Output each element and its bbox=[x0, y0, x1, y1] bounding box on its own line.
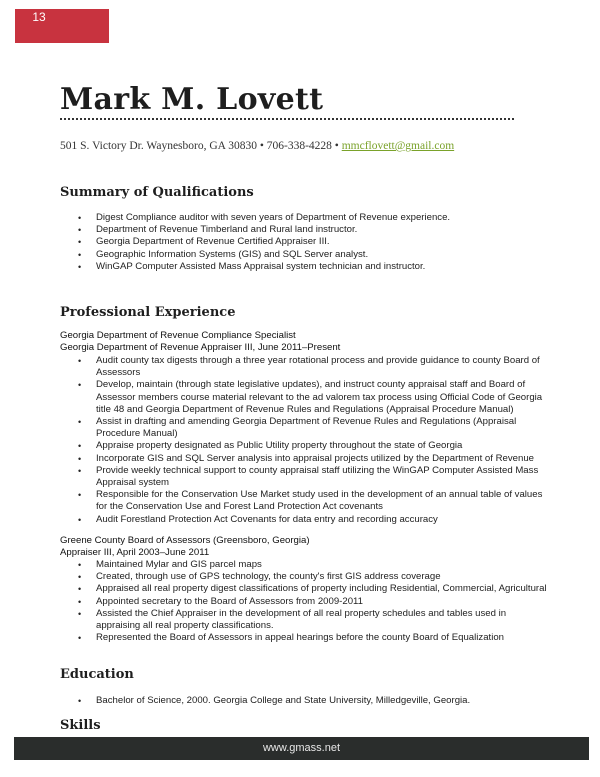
list-item: • Audit county tax digests through a three year rotational process and provide guidance to county Board of Assessors bbox=[78, 355, 548, 379]
list-item: • Digest Compliance auditor with seven years of Department of Revenue experience. bbox=[78, 212, 558, 224]
page-number: 13 bbox=[32, 10, 46, 24]
summary-heading: Summary of Qualifications bbox=[60, 185, 254, 200]
job-position-dates: Appraiser III, April 2003–June 2011 bbox=[60, 547, 210, 559]
list-item: • Assist in drafting and amending Georgia Department of Revenue Rules and Regulations (Appraisal Procedure Manual) bbox=[78, 416, 548, 440]
phone: 706-338-4228 bbox=[266, 140, 332, 152]
job-duties-list bbox=[78, 559, 548, 644]
list-item: • Geographic Information Systems (GIS) and SQL Server analyst. bbox=[78, 249, 558, 261]
list-item: • Responsible for the Conservation Use Market study used in the development of an annual table of values for the Conservation Use and Forest Land Protection Act covenants bbox=[78, 489, 548, 513]
list-item: • Assisted the Chief Appraiser in the development of all real property schedules and tables used in appraising all real property classifications. bbox=[78, 608, 548, 632]
list-item: • Maintained Mylar and GIS parcel maps bbox=[78, 559, 548, 571]
list-item: • Appraise property designated as Public Utility property throughout the state of Georgia bbox=[78, 440, 548, 452]
email-link[interactable]: mmcflovett@gmail.com bbox=[341, 140, 455, 152]
page-number-badge bbox=[15, 9, 109, 43]
separator: • bbox=[256, 140, 267, 152]
skills-heading: Skills bbox=[60, 718, 101, 733]
job-employer: Greene County Board of Assessors (Greensboro, Georgia) bbox=[60, 535, 310, 546]
job-position-dates: Georgia Department of Revenue Appraiser III, June 2011–Present bbox=[60, 342, 341, 354]
footer-bar bbox=[14, 737, 589, 760]
education-list bbox=[78, 695, 558, 707]
education-heading: Education bbox=[60, 667, 134, 682]
job-duties-list bbox=[78, 355, 548, 526]
experience-heading: Professional Experience bbox=[60, 305, 236, 320]
job-title bbox=[60, 330, 340, 354]
list-item: • Develop, maintain (through state legislative updates), and instruct county appraisal staff and Board of Assessor members course material relevant to the ad valorem tax process using Official Code of Georgia title 48 and Georgia Department of Revenue Rules and Regulations (Appraisal Procedure Manual) bbox=[78, 379, 548, 416]
candidate-name: Mark M. Lovett bbox=[60, 82, 324, 117]
job-employer: Georgia Department of Revenue Compliance Specialist bbox=[60, 330, 296, 341]
list-item: • Audit Forestland Protection Act Covenants for data entry and recording accuracy bbox=[78, 514, 548, 526]
job-title bbox=[60, 535, 310, 559]
list-item: • WinGAP Computer Assisted Mass Appraisal system technician and instructor. bbox=[78, 261, 558, 273]
footer-url[interactable]: www.gmass.net bbox=[262, 742, 341, 754]
list-item: • Created, through use of GPS technology, the county's first GIS address coverage bbox=[78, 571, 548, 583]
list-item: • Appointed secretary to the Board of Assessors from 2009-2011 bbox=[78, 596, 548, 608]
summary-list bbox=[78, 212, 558, 273]
list-item: • Bachelor of Science, 2000. Georgia College and State University, Milledgeville, Georgia. bbox=[78, 695, 558, 707]
separator: • bbox=[331, 140, 342, 152]
contact-line bbox=[60, 140, 454, 152]
list-item: • Incorporate GIS and SQL Server analysis into appraisal projects utilized by the Department of Revenue bbox=[78, 453, 548, 465]
list-item: • Represented the Board of Assessors in appeal hearings before the county Board of Equalization bbox=[78, 632, 548, 644]
list-item: • Appraised all real property digest classifications of property including Residential, Commercial, Agricultural bbox=[78, 583, 548, 595]
list-item: • Department of Revenue Timberland and Rural land instructor. bbox=[78, 224, 558, 236]
address: 501 S. Victory Dr. Waynesboro, GA 30830 bbox=[60, 140, 257, 152]
list-item: • Provide weekly technical support to county appraisal staff utilizing the WinGAP Computer Assisted Mass Appraisal system bbox=[78, 465, 548, 489]
dotted-divider bbox=[60, 118, 514, 120]
list-item: • Georgia Department of Revenue Certified Appraiser III. bbox=[78, 236, 558, 248]
